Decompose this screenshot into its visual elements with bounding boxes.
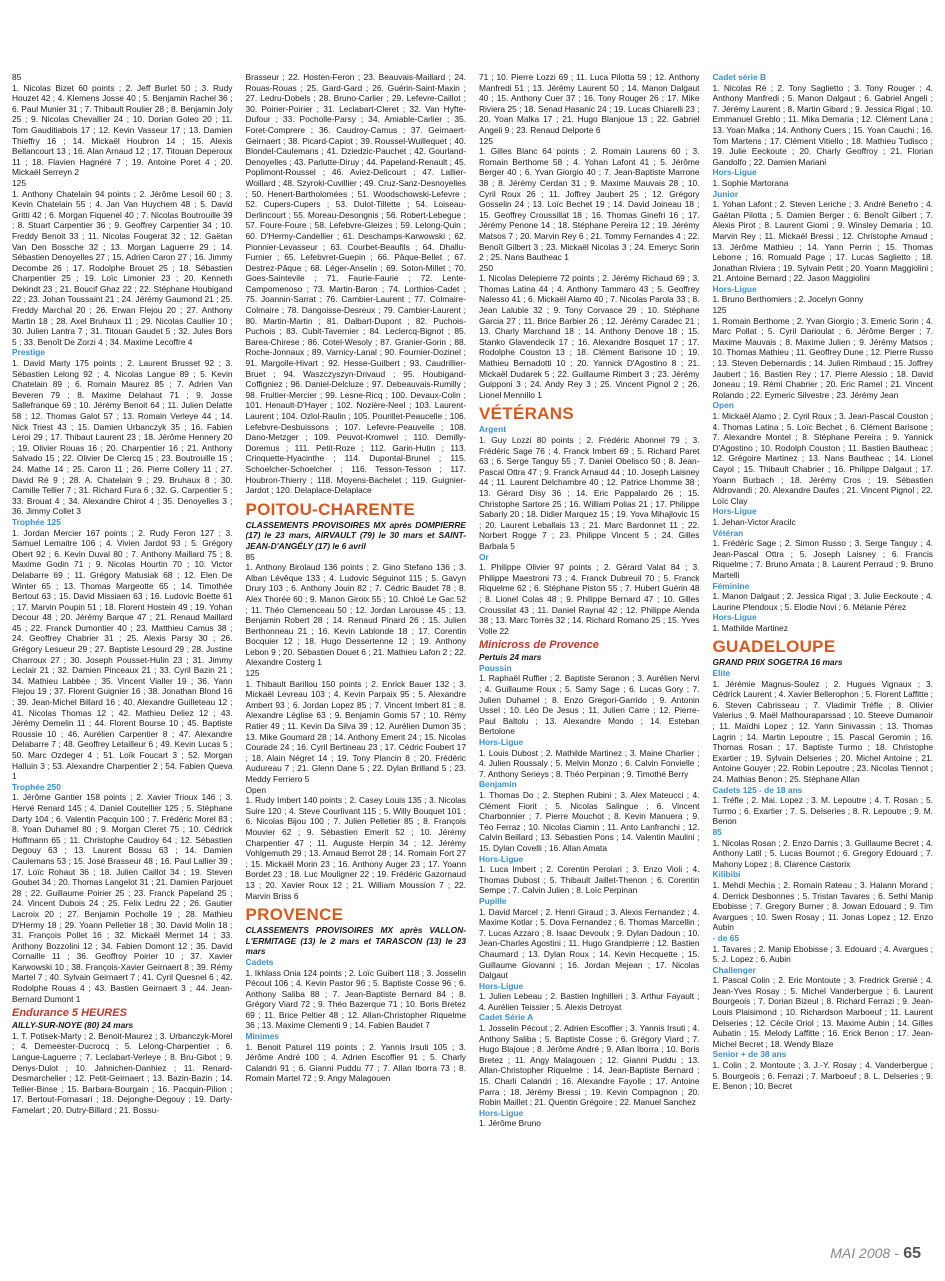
category-heading: Hors-Ligue xyxy=(479,853,524,864)
category-heading: Hors-Ligue xyxy=(479,1107,524,1118)
results-text: 1. Jérôme Bruno xyxy=(479,1118,541,1129)
category-heading: Trophée 125 xyxy=(12,516,61,527)
results-text: 1. Guy Lozzi 80 points ; 2. Frédéric Abonnel 79 ; 3. Frédéric Sage 76 ; 4. Franck Imbert 69 ; 5. Richard Paret 63 ; 6. Serge Tanguy 55 ; 7. Daniel Obelisco 50 ; 8. Jean-Pascal Ottra 47 ; 9. Franck Arnaud 44 ; 10. Joseph Laisney 44 ; 11. Laurent Delchambre 40 ; 12. Patrice Lhomme 38 ; 13. Gérard Disy 36 ; 14. Eric Pappalardo 26 ; 15. Christophe Sartore 25 ; 16. William Polias 21 ; 17. Philippe Sabarly 20 ; 18. Didier Marquez 15 ; 19. Yova Mihajlovic 15 ; 20. Laurent Leballais 13 ; 21. Marc Bardonnet 11 ; 22. Norbert Rogge 7 ; 23. Philippe Vincent 5 ; 24. Gilles Barbala 5 xyxy=(479,435,700,551)
category-heading: Hors-Ligue xyxy=(712,506,757,517)
results-text: 1. David Marcel ; 2. Henri Giraud ; 3. Alexis Fernandez ; 4. Maxime Kotlar ; 5. Dova Fernandez ; 6. Thomas Marcellin ; 7. Lucas Azzaro ; 8. Isaac Devoulx ; 9. Dylan Dadoun ; 10. Jean-Charles Agostini ; 11. Hugo Grandpierre ; 12. Bastien Chaumard ; 13. Dylan Roux ; 14. Kevin Hecquette ; 15. Guillaume Giovanni ; 16. Jordan Mejean ; 17. Nicolas Dalgaut xyxy=(479,906,700,981)
column-2 xyxy=(246,72,467,1212)
footer-month: MAI 2008 - xyxy=(830,1245,899,1261)
results-text: 125 xyxy=(479,135,493,146)
results-text: 1. Frédéric Sage ; 2. Simon Russo ; 3. Serge Tanguy ; 4. Jean-Pascal Ottra ; 5. Joseph Laisney ; 6. Francis Riquelme ; 7. Bruno Amata ; 8. Laurent Perraud ; 9. Bruno Martelli xyxy=(712,538,933,580)
category-heading: - de 65 xyxy=(712,932,740,943)
results-text: 1. Yohan Lafont ; 2. Steven Leriche ; 3. André Benefro ; 4. Gaëtan Pilotta ; 5. Damien Berger ; 6. Benoît Gilbert ; 7. Alexis Pirot ; 8. Laurent Giomi ; 9. Winsley Demaria ; 10. Marvin Rey ; 11. Mickaël Bressi ; 12. Christophe Arnaud ; 13. Jérôme Mathieu ; 14. Yann Perrin ; 15. Thomas Leborre ; 16. Romuald Page ; 17. Lucas Saglietto ; 18. Jonathan Riviera ; 19. Sylvain Petit ; 20. Yoann Maggiolini ; 21. Antoine Bernard ; 22. Jason Maggiolini xyxy=(712,199,933,284)
results-text: 1. Louis Dubost ; 2. Mathilde Martinez ; 3. Maine Charlier ; 4. Julien Roussaly ; 5. Melvin Monzo ; 6. Calvin Fonvielle ; 7. Anthony Serieys ; 8. Théo Perpinan ; 9. Timothé Berry xyxy=(479,747,700,779)
results-text: 1. David Marty 175 points ; 2. Laurent Brusset 92 ; 3. Sébastien Lelong 92 ; 4. Nicolas Langue 89 ; 5. Kevin Chatelain 89 ; 6. Romain Maurez 85 ; 7. Adrien Van Beveren 79 ; 8. Maxime Delahaut 71 ; 9. Josse Sallefranque 69 ; 10. Jérémy Benoit 64 ; 11. Julien Delatte 58 ; 12. Thomas Galot 57 ; 13. Romain Verleye 44 ; 14. Nick Triest 43 ; 15. Damien Urbanczyk 35 ; 16. Fabien Leroi 29 ; 17. Thibaut Laurent 23 ; 18. Jérôme Hennery 20 ; 19. Olivier Rouas 16 ; 20. Charpentier 16 ; 21. Anthony Salvado 15 ; 22. Olivier De Clercq 15 ; 23. Boutrouille 15 ; 24. Mathe 14 ; 25. Caron 11 ; 26. Pierre Collery 11 ; 27. David Ré 9 ; 28. A. Chatelain 9 ; 29. Bruhaux 8 ; 30. Camille Tellier 7 ; 31. Richard Fura 6 ; 32. G. Carpentier 5 ; 33. Brouat 4 ; 34. Alexandre Chirot 4 ; 35. Denoyelles 3 ; 36. Jimmy Collet 3 xyxy=(12,358,233,517)
results-text: 1. Rudy Imbert 140 points ; 2. Casey Louis 135 ; 3. Nicolas Suire 120 ; 4. Steve Courlivant 115 ; 5. Willy Bouquet 101 ; 6. Nicolas Bijou 100 ; 7. Julien Pelletier 85 ; 8. François Mouvier 62 ; 9. Sébastien Emerit 52 ; 10. Jérémy Charpentier 47 ; 11. Auguste Herpin 34 ; 12. Jérémy Vohlgemuth 29 ; 13. Arnaud Berrot 28 ; 14. Romain Fort 27 ; 15. Mickaël Morin 23 ; 16. Anthony Auger 23 ; 17. Yoann Bordet 23 ; 18. Luc Mouligner 22 ; 19. Frédéric Gazornaud 13 ; 20. Xavier Roux 12 ; 21. William Moussion 7 ; 22. Marvin Briss 6 xyxy=(245,795,466,901)
category-heading: Minimes xyxy=(245,1031,280,1042)
category-heading: Senior + de 38 ans xyxy=(712,1049,787,1060)
category-heading: Hors-Ligue xyxy=(712,167,757,178)
event-subtitle: CLASSEMENTS PROVISOIRES MX après VALLON-L'ERMITAGE (13) le 2 mars et TARASCON (13) le 23 mars xyxy=(245,925,466,957)
results-text: 1. Mickaël Alamo ; 2. Cyril Roux ; 3. Jean-Pascal Couston ; 4. Thomas Latina ; 5. Loïc Bechet ; 6. Clément Barisone ; 7. Alexandre Montel ; 8. Stéphane Pereira ; 9. Yannick D'Agostino ; 10. Rodolph Couston ; 11. Bastien Bautheac ; 12. Grégoire Martinez ; 13. Nans Bautheac ; 14. Lionel Cayol ; 15. Thibault Chabrier ; 16. Philippe Dalgaut ; 17. Yoann Burbach ; 18. Jérémy Cros ; 19. Sébastien Aldrovandi ; 20. Alexandre Daufes ; 21. Vincent Pignol ; 22. Loïc Clay xyxy=(712,411,933,506)
results-text: 1. Jordan Mercier 167 points ; 2. Rudy Feron 127 ; 3. Samuel Lemaitre 106 ; 4. Vivien Jardot 93 ; 5. Grégory Obert 92 ; 6. Kevin Duval 80 ; 7. Anthony Maillard 75 ; 8. Maxime Godin 71 ; 9. Nicolas Hourtin 70 ; 10. Victor Delabarre 69 ; 11. Grégory Matusiak 68 ; 12. Elen De Winter 65 ; 13. Thomas Margeotte 65 ; 14. Timothée Bertout 63 ; 15. David Missiaen 63 ; 16. Ludovic Boette 61 ; 17. Marvin Poupin 51 ; 18. Florent Hostein 49 ; 19. Yohan Decour 48 ; 20. Jérémy Barque 47 ; 21. Renaud Maillard 45 ; 22. Franck Dumontier 40 ; 23. Matthieu Camus 38 ; 24. Geoffrey Chabrier 31 ; 25. Alexis Parsy 30 ; 26. Grégory Lesueur 29 ; 27. Baptiste Lesourd 29 ; 28. Justine Charroux 27 ; 30. Joseph Pousset-Hulin 23 ; 31. Jimmy Leclair 21 ; 32. Damien Pinceaux 21 ; 33. Cyril Bazin 21 ; 34. Mathieu Labbée ; 35. Vincent Vialler 19 ; 36. Yann Flejou 19 ; 37. Florent Guignier 16 ; 38. Jonathan Blond 16 ; 39. Jean-Michel Billard 16 ; 40. Alexandre Guilleteau 12 ; 41. Nicolas Thomas 12 ; 42. Mathieu Deliez 12 ; 43. Jérémy Demelin 11 ; 44. Florent Bourse 10 ; 45. Baptiste Roussie 10 ; 46. Aurélien Carpentier 8 ; 47. Alexandre Delabarre 7 ; 48. Geoffrey Letailleur 6 ; 49. Kevin Lucas 5 ; 50. Marc Ozdeger 4 ; 51. Loïk Foucart 3 ; 52. Morgan Halluin 3 ; 53. Alexandre Charpentier 2 ; 54. Fabien Queva 1 xyxy=(12,527,233,782)
category-heading: Féminine xyxy=(712,580,750,591)
results-text: 1. Josselin Pécout ; 2. Adrien Escoffier ; 3. Yannis Irsuti ; 4. Anthony Saliba ; 5. Baptiste Cosse ; 6. Grégory Viard ; 7. Hugo Blajoue ; 8. Jérôme André ; 9. Allan Iborra ; 10. Boris Bretez ; 11. Angy Malagouen ; 12. Gianni Puddu ; 13. Allan-Christopher Riquelme ; 14. Jean-Baptiste Bernard ; 15. Charli Calandri ; 16. Alexandre Fayolle ; 17. Antoine Parra ; 18. Jérémy Bressi ; 19. Kevin Compagnon ; 20. Robin Maillet ; 21. Quentin Grégoire ; 22. Manuel Sanchez xyxy=(479,1023,700,1108)
results-text: 1. T. Potisek-Marty ; 2. Benoit-Maurez ; 3. Urbanczyk-Morel ; 4. Demeester-Ducrocq ; 5. Lelong-Charpentier ; 6. Langue-Laguerre ; 7. Leclabart-Verleye ; 8. Bru-Gibot ; 9. Denys-Dulot ; 10. Jahnichen-Danhiez ; 11. Renard-Desmarchelier ; 12. Petit-Geirnaert ; 13. Bazin-Bazin ; 14. Tellier-Binse ; 15. Barbara-Bourgain ; 16. Pacquin-Pilion ; 17. Bertout-Fornasari ; 18. Dejonghe-Degouy ; 19. Darty-Famelart ; 20. Dutry-Billard ; 21. Bossu- xyxy=(12,1030,233,1115)
results-text: 1. Colin ; 2. Montoute ; 3. J.-Y. Rosay ; 4. Vanderbergue ; 5. Bourgeois ; 6. Ferrazi ; 7. Marboeuf ; 8. L. Delseries ; 9. E. Benon ; 10. Becret xyxy=(712,1060,933,1092)
results-text: 125 xyxy=(712,305,727,316)
results-text: 125 xyxy=(12,177,26,188)
category-heading: 85 xyxy=(712,826,722,837)
event-subtitle: CLASSEMENTS PROVISOIRES MX après DOMPIERRE (17) le 23 mars, AIRVAULT (79) le 30 mars et SAINT-JEAN-D'ANGÉLY (17) le 6 avril xyxy=(245,519,466,551)
category-heading: Hors-Ligue xyxy=(479,980,524,991)
results-text: 1. Nicolas Rosan ; 2. Enzo Darnis ; 3. Guillaume Becret ; 4. Anthony Latil ; 5. Lucas Bournot ; 6. Gregory Edouard ; 7. Mahony Lopez ; 8. Clarence Castorix xyxy=(712,837,933,869)
category-heading: Vétéran xyxy=(712,527,744,538)
event-subtitle: Pertuis 24 mars xyxy=(479,652,542,663)
results-text: Open xyxy=(245,784,266,795)
results-text: Brasseur ; 22. Hosten-Feron ; 23. Beauvais-Maillard ; 24. Rouas-Rouas ; 25. Gard-Gard ; 26. Guérin-Saint-Maxin ; 27. Ledru-Dobels ; 28. Bruno-Carlier ; 29. Lefevre-Caillot ; 30. Poirier-Poirier ; 31. Leclabart-Cleret ; 32. Van Hyfte-Dufour ; 33. Pocholle-Parsy ; 34. Amiable-Carlier ; 35. Foret-Comprere ; 36. Caudroy-Camus ; 37. Geirnaert-Geirnaert ; 38. Picard-Capiot ; 39. Roussel-Wuillequet ; 40. Blondel-Caulemans ; 41. Dziedzic-Pauchet ; 42. Gourland-Denoyelles ; 43. Parlutte-Diruy ; 44. Papeland-Renault ; 45. Poplimont-Roussel ; 46. Aviez-Delicourt ; 47. Lallier-Woillard ; 48. Szyroki-Cuvillier ; 49. Cruz-Sanz-Desnoyelles ; 50. Henert-Bartholomées ; 51. Woodschowski-Lefevre ; 52. Cupers-Cupers ; 53. Dulot-Tillette ; 54. Loiseau-Derlincourt ; 55. Moreau-Desongnis ; 56. Robert-Lebegue ; 57. Foure-Foure ; 58. Lefebvre-Gleizes ; 59. Lelong-Quin ; 60. D'Hermy-Candellier ; 61. Deschamps-Karwowski ; 62. Pionnier-Levasseur ; 63. Courbet-Beaufils ; 64. Dhallu-Furnier ; 65. Lefebvret-Guepin ; 66. Pâque-Bellet ; 67. Destrez-Pâque ; 68. Léger-Anselin ; 69. Soton-Millet ; 70. Goes-Saintevile ; 71. Faurie-Faurie ; 72. Lente-Campomenoso ; 73. Martin-Baron ; 74. Lorthios-Cadet ; 75. Joannin-Sarrat ; 76. Cambier-Laurent ; 77. Colmaire-Colmaire ; 78. Dangoisse-Desreux ; 79. Cambier-Laurent ; 80. Martin-Martin ; 81. Dalbart-Dupont ; 82. Puchois-Puchois ; 83. Cubit-Tavernier ; 84. Leclercq-Bignot ; 85. Barea-Chirese ; 86. Cotel-Wesoly ; 87. Granier-Gorin ; 88. Roche-Jonnaux ; 89. Varnicy-Lanal ; 90. Fournier-Dozinel ; 91. Margolle-Hivart ; 92. Hesse-Guilbert ; 93. Caudrillier-Bruet ; 94. Waszczyszyn-Drivaud ; 95. Houbigand-Coffigniez ; 96. Daniel-Delcluze ; 97. Debeauvais-Rumilly ; 98. Fruitier-Mercier ; 99. Lesne-Ricq ; 100. Devaux-Colin ; 101. Henault-D'Hayer ; 102. Nozière-Neel ; 103. Laurent-Laurent ; 104. Ozlol-Raulin ; 105. Pourillet-Peaucelle ; 106. Lefebvre-Desbuissons ; 107. Lefevre-Peauvelle ; 108. Dano-Metzger ; 109. Peuvot-Kromwel ; 110. Demilly-Doremus ; 111. Petit-Roze ; 112. Garin-Hutin ; 113. Crinquette-Hyacinthe ; 114. Dupontal-Brunel ; 115. Schoelcher-Schoelcher ; 116. Tesson-Tesson ; 117. Houbron-Thierry ; 118. Moyens-Bachelet ; 119. Guignier-Jardot ; 120. Delaplace-Delaplace xyxy=(245,72,466,496)
results-text: 85 xyxy=(245,551,255,562)
event-subtitle: GRAND PRIX SOGETRA 16 mars xyxy=(712,657,843,668)
region-title: PROVENCE xyxy=(245,905,344,925)
results-text: 1. Tréfle ; 2. Mai. Lopez ; 3. M. Lepoutre ; 4. T. Rosan ; 5. Turmo ; 6. Exartier ; 7. S. Delseries ; 8. R. Lepoutre ; 9. M. Benon xyxy=(712,795,933,827)
event-subtitle: AILLY-SUR-NOYE (80) 24 mars xyxy=(12,1020,134,1031)
results-text: 1. Manon Dalgaut ; 2. Jessica Rigal ; 3. Julie Eeckoute ; 4. Laurine Plendoux ; 5. Elodie Novi ; 6. Mélanie Pérez xyxy=(712,591,933,612)
category-heading: Cadets xyxy=(245,956,274,967)
results-text: 1. Bruno Berthomiers ; 2. Jocelyn Gonny xyxy=(712,294,864,305)
event-title: Endurance 5 HEURES xyxy=(12,1007,127,1020)
category-heading: Benjamin xyxy=(479,779,517,790)
results-text: 71 ; 10. Pierre Lozzi 69 ; 11. Luca Pilotta 59 ; 12. Anthony Manfredi 51 ; 13. Jérémy Laurent 50 ; 14. Manon Dalgaut 40 ; 15. Anthony Cuer 37 ; 16. Tony Rouger 26 ; 17. Mike Riviera 25 ; 18. Senad Hasanic 24 ; 19. Lucas Chiarelli 23 ; 20. Yoan Malka 17 ; 21. Hugo Blanjoue 13 ; 22. Gabriel Angeli 9 ; 23. Renaud Delporte 6 xyxy=(479,72,700,135)
results-text: 1. Anthony Chatelain 94 points ; 2. Jérôme Lesoil 60 ; 3. Kevin Chatelain 55 ; 4. Jan Van Huychem 48 ; 5. David Gritti 42 ; 6. Morgan Fiquenel 40 ; 7. Nicolas Boutrouille 39 ; 8. Stuart Carpentier 36 ; 9. Geoffrey Carpentier 34 ; 10. Freddy Benoit 33 ; 11. Nicolas Fougerat 32 ; 12. Gaëtan Van Den Bossche 32 ; 13. Morgan Laguerre 29 ; 14. Sébastien Denoyelles 27 ; 15. Adrien Caron 27 ; 16. Jimmy Decombe 26 ; 17. Rodolphe Brouet 25 ; 18. Sébastien Charpentier 25 ; 19. Loïc Limonier 23 ; 20. Kenneth Dekindt 23 ; 21. Boucif Ghaz 22 ; 22. Stéphane Houbigand 22 ; 23. Johan Toussaint 21 ; 24. Jérémy Gaumond 21 ; 25. Freddy Marchal 20 ; 26. Erwan Flejou 20 ; 27. Anthony Martin 18 ; 28. Axel Bruhaux 11 ; 29. Nicolas Caullier 10 ; 30. Julien Lantra 7 ; 31. Titouan Gaudet 5 ; 32. Jules Bors 5 ; 33. Benoît De Zorzi 4 ; 34. Maxime Lecoffre 4 xyxy=(12,188,233,347)
category-heading: Kilibibi xyxy=(712,869,741,880)
results-columns xyxy=(12,72,933,1212)
results-text: 1. Nicolas Bizet 60 points ; 2. Jeff Burlet 50 ; 3. Rudy Houzet 42 ; 4. Klemens Josse 40 ; 5. Benjamin Rachel 36 ; 6. Paul Munier 31 ; 7. Thibault Roulier 28 ; 8. Benjamin Joly 25 ; 9. Nicolas Chevallier 24 ; 10. Dorian Goleo 20 ; 11. Tom Gauditiabois 17 ; 12. Kevin Vasseur 17 ; 13. Damien Thieffry 16 ; 14. Mickaël Houbron 14 ; 15. Alexis Bellancourt 13 ; 16. Alan Arnaud 12 ; 17. Titouan Deperoux 11 ; 18. Flavien Hagnéré 7 ; 19. Antoine Poret 4 ; 20. Mickaël Serreyn 2 xyxy=(12,82,233,178)
column-3 xyxy=(479,72,700,1212)
results-text: 1. Anthony Birolaud 136 points ; 2. Gino Stefano 136 ; 3. Alban Lévêque 133 ; 4. Ludovic Séguinot 115 ; 5. Gavyn Drury 103 ; 6. Anthony Jouin 82 ; 7. Cédric Baudet 78 ; 8. Alex Thorée 60 ; 9. Manon Giroix 55 ; 10. Chloé Le Gac 52 ; 11. Théo Clemenceau 50 ; 12. Jordan Larousse 45 ; 13. Benjamin Robert 28 ; 14. Renaud Pinard 26 ; 15. Julien Berthonneau 21 ; 16. Kevin Lablonde 18 ; 17. Corentin Bocquier 12 ; 18. Hugo Dessertenne 12 ; 19. Anthony Lebon 9 ; 20. Sébastien Douet 6 ; 21. Mathieu Lafon 2 ; 22. Alexandre Costerg 1 xyxy=(245,562,466,668)
category-heading: Challenger xyxy=(712,964,756,975)
results-text: 1. Jérémie Magnus-Soulez ; 2. Hugues Vignaux ; 3. Cédrick Laurent ; 4. Xavier Bellerophon ; 5. Florent Laffitte ; 6. Steven Cabrisseau ; 7. Vladimir Tréfle ; 8. Olivier Valerius ; 9. Maël Mathouraparssad ; 10. Steeve Dumanoir ; 11. Maïdhi Lopez ; 12. Yann Sinivassin ; 13. Thomas Lagrin ; 14. Martin Lepoutre ; 15. Pascal Geromin ; 16. Thomas Rosan ; 17. Baptiste Turmo ; 18. Christophe Exartier ; 19. Sylvain Delseries ; 20. Michel Antoine ; 21. Antoine Gouyer ; 22. Robin Lepoutre ; 23. Nicolas Tiennot ; 24. Mathias Benon ; 25. Stéphane Allan xyxy=(712,678,933,784)
results-text: 85 xyxy=(12,72,22,82)
category-heading: Elite xyxy=(712,668,731,679)
page-footer xyxy=(830,1245,921,1263)
category-heading: Hors-Ligue xyxy=(712,283,757,294)
results-text: 1. Thibault Barillou 150 points ; 2. Enrick Bauer 132 ; 3. Mickaël Levreau 103 ; 4. Kevin Parpaix 95 ; 5. Alexandre Ambert 93 ; 6. Jordan Lopez 85 ; 7. Vincent Imbert 81 ; 8. Alexandre Léglise 63 ; 9. Benjamin Gomis 57 ; 10. Rémy Ratier 49 ; 11. Kevin Da Silva 39 ; 12. Aurélien Dumon 35 ; 13. Mike Goumard 28 ; 14. Anthony Emerit 24 ; 15. Nicolas Courade 24 ; 16. Cyril Bertineau 23 ; 17. Cédric Foubert 17 ; 18. Alain Négret 14 ; 19. Tony Plancin 8 ; 20. Frédéric Audureau 7 ; 21. Glenn Dane 5 ; 22. Dylan Brilland 5 ; 23. Meddy Ferriero 5 xyxy=(245,678,466,784)
column-4 xyxy=(713,72,934,1212)
results-text: 1. Thomas Do ; 2. Stephen Rubini ; 3. Alex Mateucci ; 4. Clément Fiorit ; 5. Nicolas Salingue ; 6. Vincent Charbonnier ; 7. Pierre Mouchot ; 8. Kevin Manuera ; 9. Téo Ferraz ; 10. Nicolas Ciamin ; 11. Anto Lanfranchi ; 12. Calvin Beillard ; 13. Sébastien Pons ; 14. Valentin Maulini ; 15. Dylan Covelli ; 16. Allan Amata xyxy=(479,790,700,853)
category-heading: Argent xyxy=(479,424,506,435)
results-text: 1. Mehdi Mechia ; 2. Romain Rateau ; 3. Halann Morand ; 4. Derrick Desbonnes ; 5. Tristan Tavares ; 6. Sethi Manip Ebobisse ; 7. Gregory Burner ; 8. Jowan Edouard ; 9. Tim Avargues ; 10. Swen Rosay ; 11. Jonas Lopez ; 12. Enzo Aubin xyxy=(712,879,933,933)
results-text: 1. Raphaël Ruffier ; 2. Baptiste Seranon ; 3. Aurélien Nervi ; 4. Guillaume Roux ; 5. Samy Sage ; 6. Lucas Gory ; 7. Julien Duhamel ; 8. Enzo Gregori-Garrido ; 9. Antonin Ussel ; 10. Léo De Jesus ; 11. Julien Carre ; 12. Pierre-Paul Baltolu ; 13. Alexandre Mondo ; 14. Esteban Bertolone xyxy=(479,673,700,737)
results-text: 1. Jehan-Victor Aracilc xyxy=(712,516,796,527)
region-title: POITOU-CHARENTE xyxy=(245,499,415,519)
results-text: 1. Julien Lebeau ; 2. Bastien Inghilleri ; 3. Arthur Fayault ; 4. Aurélien Teissier ; 5. Alexis Detroyat xyxy=(479,991,700,1012)
results-text: 1. Nicolas Delepierre 72 points ; 2. Jérémy Richaud 69 ; 3. Thomas Latina 44 ; 4. Anthony Tammaro 43 ; 5. Geoffrey Nalesso 41 ; 6. Mickaël Alamo 40 ; 7. Nicolas Parola 33 ; 8. Jean Lalubie 32 ; 9. Tony Corvasce 29 ; 10. Stéphane Garcia 27 ; 11. Brice Barbier 26 ; 12. Jérémy Caradec 21 ; 13. Charly Marchand 18 ; 14. Anthony Denove 18 ; 15. Stanko Glavendecik 17 ; 16. Alexandre Bosquet 17 ; 17. Rodolphe Couston 13 ; 18. Clément Barisone 10 ; 19. Mathieu Bernadotti 10 ; 20. Yannick D'Agostino 8 ; 21. Mickaël Dudarek 5 ; 22. Guillaume Rimbert 3 ; 23. Jérémy Guipponi 3 ; 24. Andy Rey 3 ; 25. Vincent Pignol 2 ; 26. Lionel Mennillo 1 xyxy=(479,273,700,400)
category-heading: Junior xyxy=(712,188,739,199)
category-heading: Trophée 250 xyxy=(12,781,61,792)
category-heading: Hors-Ligue xyxy=(712,612,757,623)
results-text: 1. Jérôme Gantier 158 points ; 2. Xavier Trioux 146 ; 3. Hervé Renard 145 ; 4. Daniel Coutellier 125 ; 5. Stéphane Darty 104 ; 6. Valentin Pacquin 100 ; 7. Frédéric Morel 83 ; 8. Yoan Duhamel 80 ; 9. Morgan Cleret 75 ; 10. Cédrick Hoffmann 65 ; 11. Christophe Caudroy 64 ; 12. Sébastien Degouy 63 ; 13. Laurent Bossu 63 ; 14. Damien Caulemans 53 ; 15. José Brasseur 48 ; 16. Paul Lallier 39 ; 17. Loïc Rohaut 36 ; 18. Julien Caillot 34 ; 19. Steven Goubet 34 ; 20. Thomas Langelot 31 ; 21. Damien Parjouet 28 ; 22. Guillaume Poirier 25 ; 23. Franck Papeland 25 ; 24. Vincent Dubois 24 ; 25. Felix Ledru 22 ; 26. Gautier Lacroix 20 ; 27. Benjamin Pocholle 19 ; 28. Mathieu D'Hermy 18 ; 29. Yoann Pelletier 18 ; 30. David Molin 18 ; 31. François Pollet 16 ; 32. Mickaël Mermet 14 ; 33. Anthony Bozzolini 12 ; 34. Fabien Domont 12 ; 35. David Cornaille 11 ; 36. Geoffroy Poirier 10 ; 37. Xavier Karwowski 10 ; 38. François-Xavier Geirnaert 8 ; 39. Rémy Martel 7 ; 40. Sylvain Geirnaert 7 ; 41. Cyril Quesnel 6 ; 42. Rodolphe Rouas 4 ; 43. Bastien Geirnaert 3 ; 44. Jean-Bernard Dumont 1 xyxy=(12,792,233,1004)
category-heading: Pupille xyxy=(479,895,507,906)
region-title: VÉTÉRANS xyxy=(479,404,574,424)
results-text: 1. Luca Imbert ; 2. Corentin Perolari ; 3. Enzo Violi ; 4. Thomas Dubost ; 5. Thibault Jaillet-Thenon ; 6. Corentin Sempe ; 7. Calvin Julien ; 8. Loïc Perpinan xyxy=(479,864,700,896)
results-text: 125 xyxy=(245,668,260,679)
results-text: 1. Sophie Martorana xyxy=(712,177,789,188)
category-heading: Or xyxy=(479,551,489,562)
results-text: 1. Mathilde Martinez xyxy=(712,622,788,633)
results-text: 1. Philippe Olivier 97 points ; 2. Gérard Valat 84 ; 3. Philippe Maestroni 73 ; 4. Franck Dubreuil 70 ; 5. Franck Riquelme 62 ; 6. Stéphane Piston 55 ; 7. Hubert Guérin 48 ; 8. Lionel Colas 48 ; 9. Philippe Bernard 47 ; 10. Gilles Croussilat 43 ; 11. Daniel Raynal 42 ; 12. Philippe Alenda 38 ; 13. Marc Torrès 32 ; 14. Richard Romano 25 ; 15. Yves Volle 22 xyxy=(479,562,700,636)
page-number: 65 xyxy=(903,1245,921,1262)
results-text: 1. Benoit Paturel 119 points ; 2. Yannis Irsuti 105 ; 3. Jérôme André 100 ; 4. Adrien Escoffier 91 ; 5. Charly Calandri 91 ; 6. Gianni Puddu 77 ; 7. Allan Iborra 73 ; 8. Romain Martel 72 ; 9. Angy Malagouen xyxy=(245,1041,466,1084)
category-heading: Open xyxy=(712,400,734,411)
results-text: 1. Ikhlass Onia 124 points ; 2. Loïc Guibert 118 ; 3. Josselin Pécout 106 ; 4. Kevin Pastor 96 ; 5. Baptiste Cosse 96 ; 6. Anthony Saliba 88 ; 7. Jean-Baptiste Bernard 84 ; 8. Grégory Viard 72 ; 9. Théo Bazerque 71 ; 10. Boris Bretez 69 ; 11. Brice Peltier 48 ; 12. Allan-Christopher Riquelme 36 ; 13. Maxime Clementi 9 ; 14. Fabien Baudet 7 xyxy=(245,967,466,1031)
category-heading: Poussin xyxy=(479,662,512,673)
column-1 xyxy=(12,72,233,1212)
results-text: 250 xyxy=(479,262,493,273)
results-text: 1. Romain Berthome ; 2. Yvan Giorgio ; 3. Emeric Sorin ; 4. Marc Pollat ; 5. Cyril Darioulat ; 6. Jérôme Berger ; 7. Maxime Mauvais ; 8. Maxime Julien ; 9. Jérémy Matsos ; 10. Thomas Mathieu ; 11. Geoffrey Dune ; 12. Pierre Russo ; 13. Steven Debernardis ; 14. Julien Rimbaud ; 15. Joffrey Jaubert ; 16. Bastien Rey ; 17. Pierre Alessio ; 18. David Joneau ; 19. Rémi Chabrier ; 20. Eric Ramel ; 21. Vincent Rolando ; 22. Eymeric Silvestre ; 23. Jérémy Jean xyxy=(712,315,933,400)
event-title: Minicross de Provence xyxy=(479,639,599,652)
region-title: GUADELOUPE xyxy=(712,637,836,657)
category-heading: Cadet série B xyxy=(712,72,767,82)
results-text: 1. Tavares ; 2. Manip Ebobisse ; 3. Edouard ; 4. Avargues ; 5. J. Lopez ; 6. Aubin xyxy=(712,943,933,965)
category-heading: Cadets 125 - de 18 ans xyxy=(712,784,803,795)
results-text: 1. Pascal Colin ; 2. Eric Montoute ; 3. Fredrick Grenié ; 4. Jean-Yves Rosay ; 5. Michel Vanderbergue ; 6. Laurent Bourgeois ; 7. Dorian Bizeul ; 8. Richard Ferrazi ; 9. Jean-Louis Plaisimond ; 10. Richardson Marboeuf ; 11. Laurent Delseries ; 12. Cécile Oriol ; 13. Maxime Aubin ; 14. Gilles Aubatin ; 15. Melody Laffitte ; 16. Erick Benon ; 17. Jean-Michel Becret ; 18. Wendy Blaze xyxy=(712,975,933,1049)
results-text: 1. Nicolas Ré ; 2. Tony Saglietto ; 3. Tony Rouger ; 4. Anthony Manfredi ; 5. Manon Dalgaut ; 6. Gabriel Angeli ; 7. Jérémy Laurent ; 8. Martin Gibard ; 9. Jessica Rigal ; 10. Emmanuel Greblo ; 11. Mika Demaria ; 12. Clément Lana ; 13. Yoan Malka ; 14. Anthony Cuers ; 15. Yoan Cauchi ; 16. Tom Martens ; 17. Clément Vitiello ; 18. Mathieu Tudisco ; 19. Julie Eeckoute ; 20. Charly Geoffroy ; 21. Florian Gandolfo ; 22. Damien Mariani xyxy=(712,82,933,167)
category-heading: Hors-Ligue xyxy=(479,737,524,748)
results-text: 1. Gilles Blanc 64 points ; 2. Romain Laurens 60 ; 3. Romain Berthome 58 ; 4. Yohan Lafont 41 ; 5. Jérôme Berger 40 ; 6. Yvan Giorgio 40 ; 7. Jean-Baptiste Marrone 38 ; 8. Jérémy Cerdan 31 ; 9. Maxime Mauvais 28 ; 10. Cyril Roux 26 ; 11. Joffrey Jaubert 25 ; 12. Grégory Gosselin 24 ; 13. Loïc Bechet 19 ; 14. David Joineau 18 ; 15. Geoffrey Croussillat 18 ; 16. Thomas Ginefri 16 ; 17. Jérémy Penone 14 ; 18. Stéphane Pereira 12 ; 19. Jérémy Matsos 7 ; 20. Marvin Rey 6 ; 21. Tommy Fernandes 4 ; 22. Benoît Gilbert 3 ; 23. Mickaël Nicolas 3 ; 24. Emeryc Sorin 2 ; 25. Nans Bautheac 1 xyxy=(479,146,700,263)
category-heading: Prestige xyxy=(12,347,46,358)
category-heading: Cadet Série A xyxy=(479,1012,534,1023)
